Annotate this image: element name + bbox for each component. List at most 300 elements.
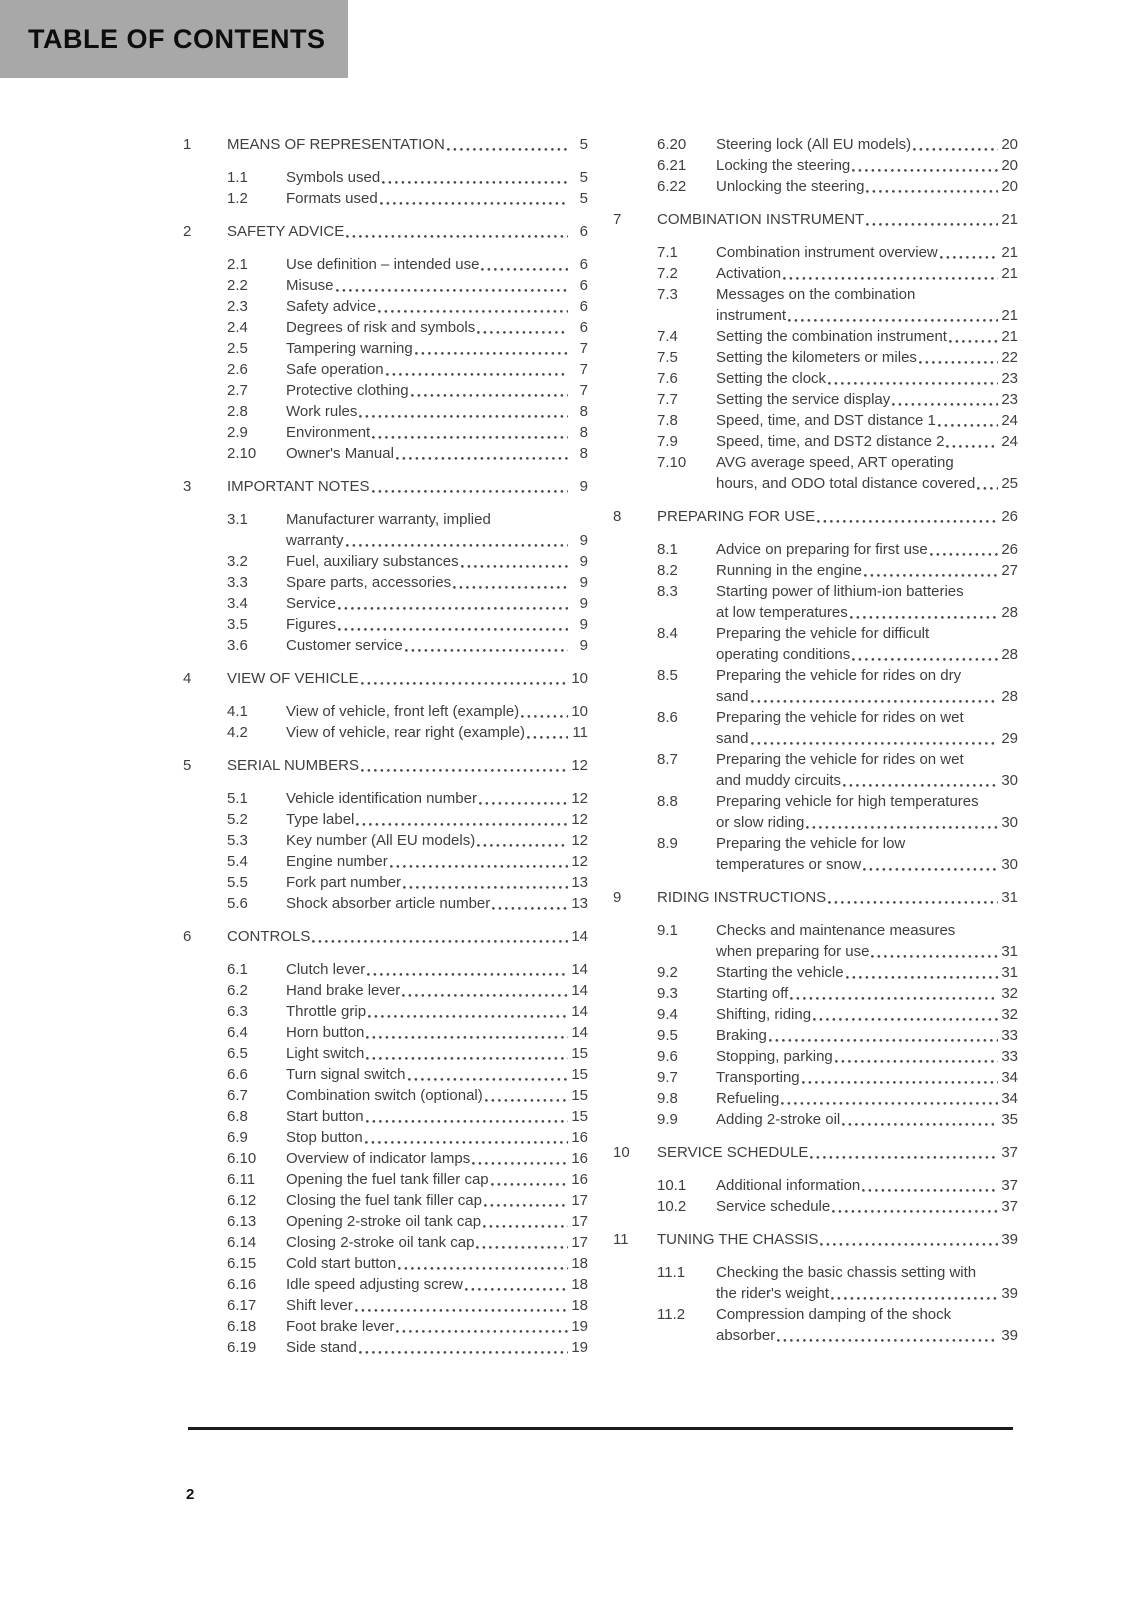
entry-number: 6 [183, 928, 192, 945]
entry-line [286, 380, 588, 401]
toc-chapter-entry [183, 221, 588, 242]
entry-body [716, 1304, 1018, 1346]
entry-body [716, 581, 1018, 623]
entry-line [716, 176, 1018, 197]
entry-body [286, 1106, 588, 1127]
entry-body [286, 296, 588, 317]
entry-page-number: 18 [571, 1297, 588, 1314]
dot-leader [919, 347, 998, 368]
entry-title: Tampering warning [286, 340, 413, 357]
entry-page-number: 30 [1001, 856, 1018, 873]
entry-title: Transporting [716, 1069, 800, 1086]
entry-line [286, 1085, 588, 1106]
entry-number: 7 [613, 211, 622, 228]
entry-number: 7.2 [657, 265, 678, 282]
toc-section-entry [613, 1067, 1018, 1088]
entry-page-number: 15 [571, 1108, 588, 1125]
entry-number: 6.17 [227, 1297, 257, 1314]
toc-section-entry [613, 1088, 1018, 1109]
entry-title: TUNING THE CHASSIS [657, 1231, 819, 1248]
entry-title: RIDING INSTRUCTIONS [657, 889, 827, 906]
entry-title: Turn signal switch [286, 1066, 406, 1083]
dot-leader [312, 926, 568, 947]
footer-divider [188, 1427, 1013, 1430]
entry-body [286, 614, 588, 635]
toc-section-entry [183, 701, 588, 722]
entry-number: 8.1 [657, 541, 678, 558]
dot-leader [453, 572, 568, 593]
toc-section-entry [183, 1316, 588, 1337]
entry-number: 4.1 [227, 703, 248, 720]
entry-page-number: 31 [1001, 943, 1018, 960]
entry-title: Stopping, parking [716, 1048, 833, 1065]
dot-leader [751, 686, 998, 707]
toc-section-entry [183, 893, 588, 914]
entry-number: 3.6 [227, 637, 248, 654]
entry-body [716, 539, 1018, 560]
toc-section-entry [183, 830, 588, 851]
toc-section-entry [183, 1064, 588, 1085]
toc-section-entry [613, 1175, 1018, 1196]
entry-title: Starting off [716, 985, 789, 1002]
dot-leader [828, 887, 998, 908]
entry-title: Shift lever [286, 1297, 353, 1314]
entry-line [227, 755, 588, 776]
entry-body [716, 347, 1018, 368]
entry-body [716, 368, 1018, 389]
entry-page-number: 26 [1001, 508, 1018, 525]
entry-line [716, 1046, 1018, 1067]
entry-line [286, 1232, 588, 1253]
entry-title: PREPARING FOR USE [657, 508, 816, 525]
entry-body [286, 1295, 588, 1316]
dot-leader [476, 1232, 568, 1253]
entry-title: Refueling [716, 1090, 780, 1107]
entry-body [286, 380, 588, 401]
entry-body [716, 707, 1018, 749]
page-number: 2 [186, 1486, 195, 1503]
entry-page-number: 12 [571, 790, 588, 807]
entry-page-number: 16 [571, 1150, 588, 1167]
entry-line [227, 926, 588, 947]
entry-line [227, 134, 588, 155]
entry-line [716, 707, 1018, 728]
toc-chapter-entry [613, 887, 1018, 908]
entry-body [286, 338, 588, 359]
entry-line [286, 788, 588, 809]
entry-body [286, 1085, 588, 1106]
entry-line [286, 830, 588, 851]
entry-title: Hand brake lever [286, 982, 401, 999]
entry-title: Light switch [286, 1045, 365, 1062]
entry-page-number: 15 [571, 1066, 588, 1083]
dot-leader [863, 854, 998, 875]
entry-page-number: 14 [571, 1024, 588, 1041]
dot-leader [832, 1196, 998, 1217]
entry-title: Preparing the vehicle for difficult [716, 625, 930, 642]
toc-section-entry [613, 962, 1018, 983]
entry-title: Shifting, riding [716, 1006, 812, 1023]
entry-number: 6.16 [227, 1276, 257, 1293]
entry-title: Idle speed adjusting screw [286, 1276, 463, 1293]
entry-body [716, 1262, 1018, 1304]
entry-title: Preparing vehicle for high temperatures [716, 793, 979, 810]
entry-line [716, 473, 1018, 494]
dot-leader [810, 1142, 998, 1163]
entry-page-number: 35 [1001, 1111, 1018, 1128]
entry-page-number: 7 [579, 340, 588, 357]
dot-leader [481, 254, 568, 275]
entry-page-number: 26 [1001, 541, 1018, 558]
entry-number: 11.1 [657, 1264, 686, 1281]
entry-page-number: 8 [579, 403, 588, 420]
toc-section-entry [183, 1211, 588, 1232]
dot-leader [405, 635, 568, 656]
entry-page-number: 6 [579, 319, 588, 336]
entry-title: Foot brake lever [286, 1318, 395, 1335]
entry-number: 5.6 [227, 895, 248, 912]
toc-section-entry [183, 959, 588, 980]
dot-leader [402, 980, 568, 1001]
entry-body [716, 1004, 1018, 1025]
entry-body [286, 830, 588, 851]
entry-page-number: 18 [571, 1276, 588, 1293]
dot-leader [862, 1175, 998, 1196]
entry-body [657, 506, 1018, 527]
entry-page-number: 24 [1001, 433, 1018, 450]
dot-leader [372, 476, 568, 497]
dot-leader [338, 593, 568, 614]
entry-title: Compression damping of the shock [716, 1306, 952, 1323]
entry-number: 8.7 [657, 751, 678, 768]
toc-section-entry [613, 410, 1018, 431]
entry-line [716, 602, 1018, 623]
entry-title: Protective clothing [286, 382, 409, 399]
dot-leader [477, 317, 568, 338]
dot-leader [382, 167, 568, 188]
entry-body [286, 851, 588, 872]
dot-leader [366, 1022, 568, 1043]
entry-title: Unlocking the steering [716, 178, 865, 195]
dot-leader [852, 155, 998, 176]
entry-page-number: 6 [579, 277, 588, 294]
entry-line [286, 401, 588, 422]
entry-title: Preparing the vehicle for rides on dry [716, 667, 962, 684]
toc-section-entry [613, 389, 1018, 410]
entry-title: Additional information [716, 1177, 861, 1194]
table-of-contents [183, 134, 1018, 1358]
entry-body [716, 284, 1018, 326]
toc-section-entry [613, 326, 1018, 347]
entry-title: Shock absorber article number [286, 895, 491, 912]
entry-title: Starting power of lithium-ion batteries [716, 583, 964, 600]
entry-page-number: 28 [1001, 688, 1018, 705]
dot-leader [977, 473, 998, 494]
entry-body [227, 476, 588, 497]
dot-leader [751, 728, 998, 749]
entry-body [657, 887, 1018, 908]
entry-number: 3.5 [227, 616, 248, 633]
entry-page-number: 22 [1001, 349, 1018, 366]
entry-number: 6.15 [227, 1255, 257, 1272]
entry-body [286, 788, 588, 809]
entry-title: MEANS OF REPRESENTATION [227, 136, 445, 153]
entry-title: Combination instrument overview [716, 244, 938, 261]
entry-line [286, 1001, 588, 1022]
entry-page-number: 37 [1001, 1144, 1018, 1161]
entry-title: Fuel, auxiliary substances [286, 553, 459, 570]
entry-page-number: 25 [1001, 475, 1018, 492]
entry-page-number: 33 [1001, 1027, 1018, 1044]
entry-line [716, 368, 1018, 389]
dot-leader [415, 338, 568, 359]
toc-section-entry [183, 188, 588, 209]
dot-leader [359, 401, 568, 422]
entry-number: 6.9 [227, 1129, 248, 1146]
entry-number: 9.6 [657, 1048, 678, 1065]
entry-line [286, 1169, 588, 1190]
toc-section-entry [613, 539, 1018, 560]
entry-body [716, 431, 1018, 452]
entry-page-number: 29 [1001, 730, 1018, 747]
dot-leader [940, 242, 998, 263]
entry-number: 2.4 [227, 319, 248, 336]
entry-title: Locking the steering [716, 157, 851, 174]
entry-number: 5.3 [227, 832, 248, 849]
toc-section-entry [183, 1043, 588, 1064]
dot-leader [336, 275, 568, 296]
entry-body [716, 1046, 1018, 1067]
dot-leader [769, 1025, 998, 1046]
dot-leader [346, 221, 568, 242]
toc-chapter-entry [183, 668, 588, 689]
entry-title: Clutch lever [286, 961, 366, 978]
toc-column-right [613, 134, 1018, 1358]
entry-line [286, 959, 588, 980]
entry-title: Formats used [286, 190, 378, 207]
entry-title: Adding 2-stroke oil [716, 1111, 841, 1128]
entry-number: 5 [183, 757, 192, 774]
entry-line [286, 1043, 588, 1064]
entry-line [286, 1106, 588, 1127]
entry-page-number: 11 [572, 724, 588, 741]
entry-title: Vehicle identification number [286, 790, 477, 807]
entry-page-number: 20 [1001, 157, 1018, 174]
entry-page-number: 21 [1001, 265, 1018, 282]
entry-title: View of vehicle, rear right (example) [286, 724, 525, 741]
entry-number: 6.10 [227, 1150, 257, 1167]
entry-line [716, 854, 1018, 875]
entry-number: 9.9 [657, 1111, 678, 1128]
entry-title: Symbols used [286, 169, 381, 186]
entry-title: Advice on preparing for first use [716, 541, 928, 558]
toc-section-entry [183, 851, 588, 872]
entry-title: Customer service [286, 637, 403, 654]
entry-number: 6.18 [227, 1318, 257, 1335]
toc-section-entry [183, 254, 588, 275]
entry-body [716, 623, 1018, 665]
entry-title: Preparing the vehicle for rides on wet [716, 709, 964, 726]
dot-leader [938, 410, 998, 431]
entry-page-number: 7 [579, 361, 588, 378]
dot-leader [366, 1043, 568, 1064]
toc-chapter-entry [613, 506, 1018, 527]
entry-title-continuation: and muddy circuits [716, 772, 842, 789]
entry-number: 6.6 [227, 1066, 248, 1083]
entry-line [716, 791, 1018, 812]
dot-leader [866, 209, 998, 230]
entry-title: Work rules [286, 403, 358, 420]
entry-line [286, 296, 588, 317]
entry-line [716, 410, 1018, 431]
entry-title: View of vehicle, front left (example) [286, 703, 520, 720]
entry-title: Braking [716, 1027, 767, 1044]
dot-leader [366, 1106, 568, 1127]
entry-title: Side stand [286, 1339, 357, 1356]
entry-line [716, 1088, 1018, 1109]
dot-leader [843, 770, 998, 791]
toc-section-entry [183, 1148, 588, 1169]
entry-number: 8.8 [657, 793, 678, 810]
toc-section-entry [183, 872, 588, 893]
entry-line [716, 1196, 1018, 1217]
entry-body [227, 221, 588, 242]
dot-leader [892, 389, 998, 410]
entry-page-number: 18 [571, 1255, 588, 1272]
entry-title: Owner's Manual [286, 445, 394, 462]
toc-section-entry [183, 317, 588, 338]
dot-leader [930, 539, 998, 560]
entry-number: 3.3 [227, 574, 248, 591]
entry-line [716, 134, 1018, 155]
entry-page-number: 14 [571, 928, 588, 945]
dot-leader [403, 872, 568, 893]
entry-page-number: 24 [1001, 412, 1018, 429]
entry-page-number: 23 [1001, 391, 1018, 408]
entry-title: Setting the kilometers or miles [716, 349, 917, 366]
entry-line [716, 833, 1018, 854]
entry-number: 2.5 [227, 340, 248, 357]
entry-title: Combination switch (optional) [286, 1087, 483, 1104]
toc-section-entry [183, 422, 588, 443]
entry-body [716, 749, 1018, 791]
toc-section-entry [183, 722, 588, 743]
entry-line [716, 686, 1018, 707]
entry-number: 6.22 [657, 178, 687, 195]
entry-body [716, 833, 1018, 875]
entry-title: Opening 2-stroke oil tank cap [286, 1213, 482, 1230]
entry-line [286, 851, 588, 872]
entry-line [286, 167, 588, 188]
toc-section-entry [613, 707, 1018, 749]
toc-section-entry [613, 1304, 1018, 1346]
entry-title: Setting the clock [716, 370, 827, 387]
entry-line [286, 1211, 588, 1232]
toc-section-entry [183, 1127, 588, 1148]
dot-leader [806, 812, 998, 833]
entry-body [716, 1196, 1018, 1217]
toc-chapter-entry [613, 209, 1018, 230]
toc-section-entry [183, 551, 588, 572]
entry-number: 8.2 [657, 562, 678, 579]
entry-number: 9.2 [657, 964, 678, 981]
dot-leader [461, 551, 568, 572]
entry-line [286, 635, 588, 656]
entry-title: Environment [286, 424, 371, 441]
entry-title: Spare parts, accessories [286, 574, 452, 591]
entry-number: 6.4 [227, 1024, 248, 1041]
entry-line [286, 893, 588, 914]
entry-page-number: 37 [1001, 1177, 1018, 1194]
entry-line [286, 422, 588, 443]
toc-section-entry [183, 275, 588, 296]
entry-page-number: 14 [571, 982, 588, 999]
dot-leader [367, 959, 568, 980]
entry-title-continuation: temperatures or snow [716, 856, 862, 873]
toc-section-entry [613, 581, 1018, 623]
entry-line [716, 665, 1018, 686]
entry-line [716, 263, 1018, 284]
entry-body [716, 176, 1018, 197]
toc-chapter-entry [183, 476, 588, 497]
entry-number: 5.5 [227, 874, 248, 891]
dot-leader [485, 1085, 568, 1106]
entry-body [227, 926, 588, 947]
toc-section-entry [613, 983, 1018, 1004]
entry-title: Overview of indicator lamps [286, 1150, 471, 1167]
entry-title: Speed, time, and DST distance 1 [716, 412, 936, 429]
dot-leader [817, 506, 998, 527]
entry-number: 7.4 [657, 328, 678, 345]
entry-body [716, 326, 1018, 347]
toc-section-entry [183, 572, 588, 593]
toc-section-entry [183, 380, 588, 401]
entry-page-number: 16 [571, 1129, 588, 1146]
entry-number: 3.2 [227, 553, 248, 570]
entry-body [227, 134, 588, 155]
dot-leader [356, 809, 568, 830]
dot-leader [850, 602, 998, 623]
entry-body [716, 410, 1018, 431]
dot-leader [411, 380, 568, 401]
toc-section-entry [613, 1004, 1018, 1025]
entry-title: IMPORTANT NOTES [227, 478, 370, 495]
dot-leader [483, 1211, 568, 1232]
entry-number: 4 [183, 670, 192, 687]
entry-page-number: 5 [579, 169, 588, 186]
entry-page-number: 9 [579, 616, 588, 633]
toc-section-entry [183, 296, 588, 317]
entry-title: Service schedule [716, 1198, 831, 1215]
dot-leader [852, 644, 998, 665]
entry-page-number: 20 [1001, 136, 1018, 153]
entry-line [716, 1175, 1018, 1196]
dot-leader [831, 1283, 998, 1304]
entry-title: Use definition – intended use [286, 256, 480, 273]
entry-line [227, 668, 588, 689]
entry-title-continuation: the rider's weight [716, 1285, 829, 1302]
entry-page-number: 23 [1001, 370, 1018, 387]
entry-number: 9 [613, 889, 622, 906]
entry-line [286, 593, 588, 614]
toc-section-entry [183, 167, 588, 188]
entry-title: Degrees of risk and symbols [286, 319, 476, 336]
entry-body [286, 1253, 588, 1274]
entry-body [716, 791, 1018, 833]
entry-body [286, 1127, 588, 1148]
entry-page-number: 17 [571, 1213, 588, 1230]
entry-title: Safe operation [286, 361, 384, 378]
